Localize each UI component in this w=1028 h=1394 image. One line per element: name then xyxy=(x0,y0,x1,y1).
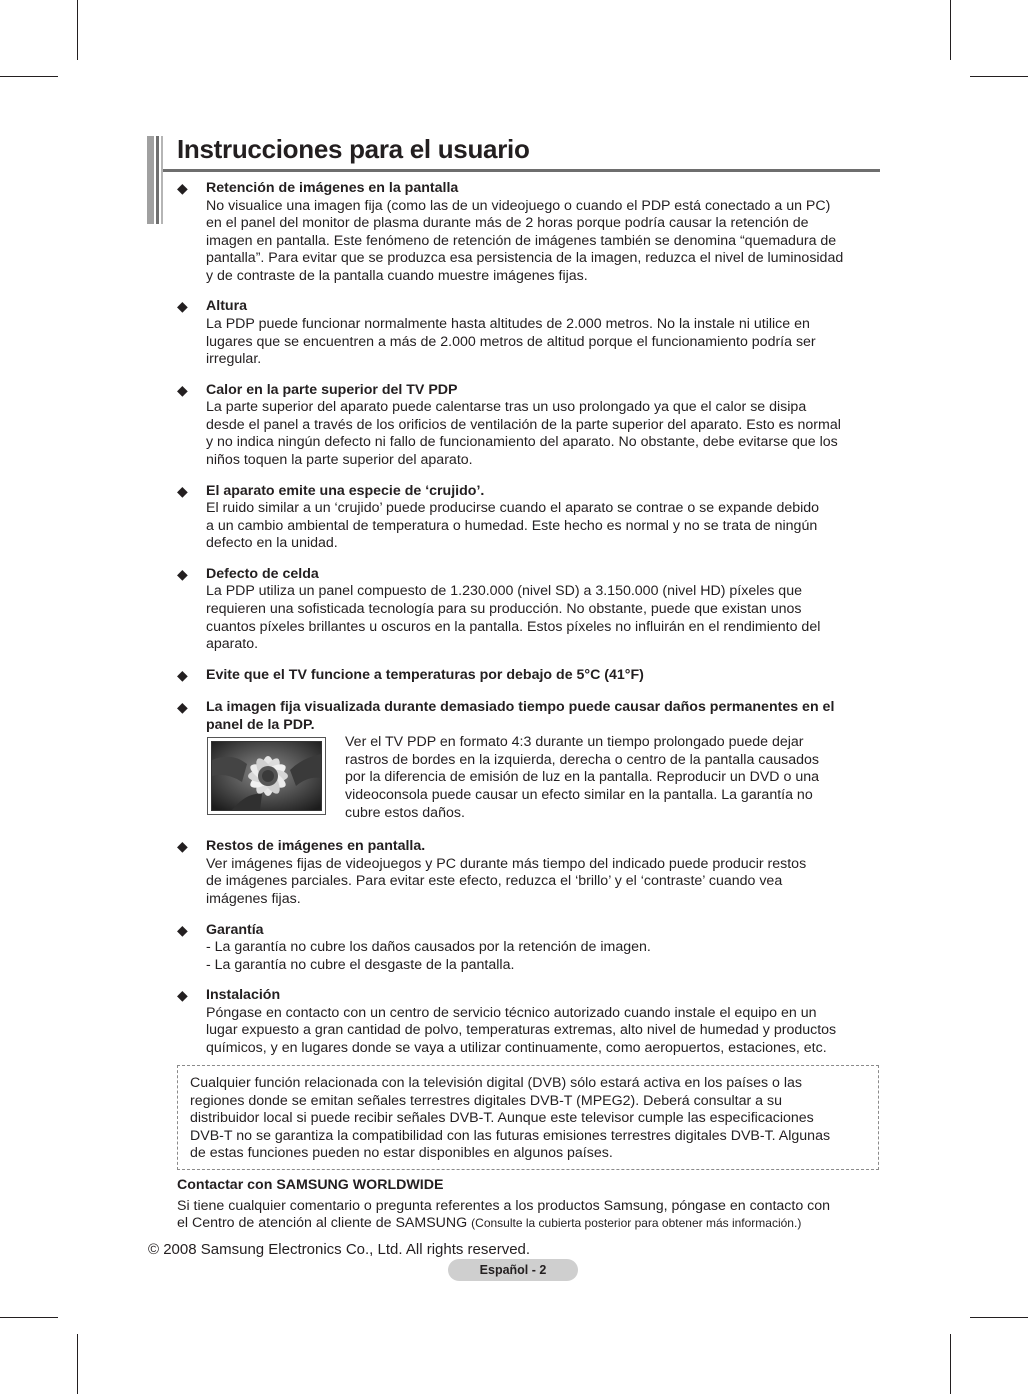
body-line: lugares que se encuentren a más de 2.000 metros de altitud porque el funcionamiento podría ser xyxy=(206,333,816,350)
image-row xyxy=(206,734,882,832)
section-garantia xyxy=(177,922,882,975)
section-imagen-fija xyxy=(177,699,882,832)
page-number-badge: Español - 2 xyxy=(448,1259,578,1281)
section-title: Garantía xyxy=(206,921,264,938)
contact-note: (Consulte la cubierta posterior para obtener más información.) xyxy=(471,1216,802,1231)
notice-line: Cualquier función relacionada con la televisión digital (DVB) sólo estará activa en los países o las xyxy=(190,1075,802,1091)
section-title: Defecto de celda xyxy=(206,565,319,582)
section-body xyxy=(206,856,882,909)
contact-section xyxy=(177,1177,882,1233)
body-line: requieren una sofisticada tecnología para su producción. No obstante, puede que existan unos xyxy=(206,601,802,617)
dvb-notice-box xyxy=(177,1065,879,1170)
body-line: en el panel del monitor de plasma durante más de 2 horas porque podría causar la retención de xyxy=(206,215,809,232)
diamond-bullet-icon: ◆ xyxy=(177,482,188,499)
body-line: niños toquen la parte superior del aparato. xyxy=(206,452,473,469)
section-title: Instalación xyxy=(206,987,281,1004)
body-line: Ver imágenes fijas de videojuegos y PC durante más tiempo del indicado puede producir restos xyxy=(206,855,807,872)
section-defecto-celda xyxy=(177,566,882,654)
section-body xyxy=(206,198,882,286)
body-line: irregular. xyxy=(206,351,262,368)
crop-mark xyxy=(950,0,951,60)
diamond-bullet-icon: ◆ xyxy=(177,921,188,938)
body-line: de imágenes parciales. Para evitar este efecto, reduzca el ‘brillo’ y el ‘contraste’ cuando vea xyxy=(206,873,783,890)
section-title: Restos de imágenes en pantalla. xyxy=(206,838,426,855)
body-line: lugar expuesto a gran cantidad de polvo, temperaturas extremas, alto nivel de humedad y productos xyxy=(206,1022,837,1039)
section-title xyxy=(206,699,882,734)
body-line: por la diferencia de emisión de luz en la pantalla. Reproducir un DVD o una xyxy=(345,769,819,786)
body-line: cubre estos daños. xyxy=(345,804,465,821)
crop-mark xyxy=(970,76,1028,77)
section-retencion xyxy=(177,180,882,285)
body-line: aparato. xyxy=(206,636,259,653)
section-temperatura xyxy=(177,667,882,685)
crop-mark xyxy=(77,1334,78,1394)
section-crujido xyxy=(177,483,882,553)
title-rule xyxy=(163,169,880,172)
diamond-bullet-icon: ◆ xyxy=(177,699,188,716)
diamond-bullet-icon: ◆ xyxy=(177,381,188,398)
section-title: Evite que el TV funcione a temperaturas por debajo de 5°C (41°F) xyxy=(206,666,644,683)
body-line: imágenes fijas. xyxy=(206,890,301,907)
tv-thumbnail xyxy=(207,737,326,815)
body-line: defecto en la unidad. xyxy=(206,535,338,552)
crop-mark xyxy=(77,0,78,60)
section-title: Calor en la parte superior del TV PDP xyxy=(206,381,458,398)
notice-line: regiones donde se emitan señales terrestres digitales DVB-T (MPEG2). Deberá consultar a su xyxy=(190,1092,782,1109)
body-line: La PDP utiliza un panel compuesto de 1.230.000 (nivel SD) a 3.150.000 (nivel HD) píxeles que xyxy=(206,583,802,600)
body-line: Ver el TV PDP en formato 4:3 durante un tiempo prolongado puede dejar xyxy=(345,734,804,751)
contact-line: Si tiene cualquier comentario o pregunta referentes a los productos Samsung, póngase en contacto con xyxy=(177,1197,831,1214)
body-line: cuantos píxeles brillantes u oscuros en la pantalla. Estos píxeles no influirán en el rendimiento del xyxy=(206,618,821,635)
image-description xyxy=(345,734,819,822)
body-line: videoconsola puede causar un efecto similar en la pantalla. La garantía no xyxy=(345,787,813,804)
title-line: panel de la PDP. xyxy=(206,716,315,733)
section-body xyxy=(206,583,882,653)
body-line: imagen en pantalla. Este fenómeno de retención de imágenes también se denomina “quemadura de xyxy=(206,232,837,249)
crop-mark xyxy=(0,1317,58,1318)
section-body xyxy=(206,316,882,369)
body-line: químicos, y en lugares donde se vaya a utilizar continuamente, como aeropuertos, estaciones, etc. xyxy=(206,1039,827,1056)
contact-title: Contactar con SAMSUNG WORLDWIDE xyxy=(177,1177,444,1193)
crop-mark xyxy=(950,1334,951,1394)
section-body xyxy=(206,1005,882,1058)
body-line: y de contraste de la pantalla cuando muestre imágenes fijas. xyxy=(206,267,588,284)
notice-line: DVB-T no se garantiza la compatibilidad con las futuras emisiones terrestres digitales DVB-T. Algunas xyxy=(190,1127,831,1144)
copyright-text: © 2008 Samsung Electronics Co., Ltd. All rights reserved. xyxy=(148,1241,531,1258)
body-line: - La garantía no cubre el desgaste de la pantalla. xyxy=(206,956,515,973)
section-body xyxy=(206,500,882,553)
body-line: - La garantía no cubre los daños causados por la retención de imagen. xyxy=(206,939,651,956)
section-title: Retención de imágenes en la pantalla xyxy=(206,180,459,196)
notice-line: distribuidor local si puede recibir señales DVB-T. Aunque este televisor cumple las especificaciones xyxy=(190,1110,814,1127)
contact-body xyxy=(177,1198,882,1233)
notice-line: de estas funciones pueden no estar disponibles en algunos países. xyxy=(190,1145,613,1162)
body-line: rastros de bordes en la izquierda, derecha o centro de la pantalla causados xyxy=(345,751,820,768)
body-line: a un cambio ambiental de temperatura o humedad. Este hecho es normal y no se trata de ningún xyxy=(206,517,818,534)
body-line: La PDP puede funcionar normalmente hasta altitudes de 2.000 metros. No la instale ni utilice en xyxy=(206,315,810,332)
section-body xyxy=(206,939,882,974)
flower-tv-image xyxy=(211,741,322,811)
crop-mark xyxy=(0,76,58,77)
body-line: Póngase en contacto con un centro de servicio técnico autorizado cuando instale el equipo en un xyxy=(206,1004,817,1021)
diamond-bullet-icon: ◆ xyxy=(177,180,188,196)
body-line: No visualice una imagen fija (como las de un videojuego o cuando el PDP está conectado a un PC) xyxy=(206,197,831,214)
section-calor xyxy=(177,382,882,470)
title-decoration xyxy=(147,136,163,224)
diamond-bullet-icon: ◆ xyxy=(177,838,188,855)
body-line: y no indica ningún defecto ni fallo de funcionamiento del aparato. No obstante, debe evitarse que los xyxy=(206,434,838,451)
contact-text: el Centro de atención al cliente de SAMSUNG xyxy=(177,1215,472,1232)
diamond-bullet-icon: ◆ xyxy=(177,565,188,582)
section-altura xyxy=(177,298,882,368)
section-restos xyxy=(177,838,882,908)
contact-line xyxy=(177,1215,882,1233)
body-line: La parte superior del aparato puede calentarse tras un uso prolongado ya que el calor se disipa xyxy=(206,399,807,416)
body-line: El ruido similar a un ‘crujido’ puede producirse cuando el aparato se contrae o se expande debido xyxy=(206,500,820,517)
diamond-bullet-icon: ◆ xyxy=(177,666,188,683)
diamond-bullet-icon: ◆ xyxy=(177,298,188,315)
diamond-bullet-icon: ◆ xyxy=(177,987,188,1004)
section-title: Altura xyxy=(206,298,247,315)
flower-image-icon xyxy=(212,742,321,810)
crop-mark xyxy=(970,1317,1028,1318)
body-line: pantalla”. Para evitar que se produzca esa persistencia de la imagen, reduzca el nivel de luminosidad xyxy=(206,250,844,267)
title-line: La imagen fija visualizada durante demasiado tiempo puede causar daños permanentes en el xyxy=(206,699,835,716)
section-body xyxy=(206,399,882,469)
section-instalacion xyxy=(177,987,882,1057)
body-line: desde el panel a través de los orificios de ventilación de la parte superior del aparato. Esto es normal xyxy=(206,416,841,433)
instructions-list xyxy=(177,180,882,1071)
page-title: Instrucciones para el usuario xyxy=(177,134,530,164)
section-title: El aparato emite una especie de ‘crujido’. xyxy=(206,482,485,499)
